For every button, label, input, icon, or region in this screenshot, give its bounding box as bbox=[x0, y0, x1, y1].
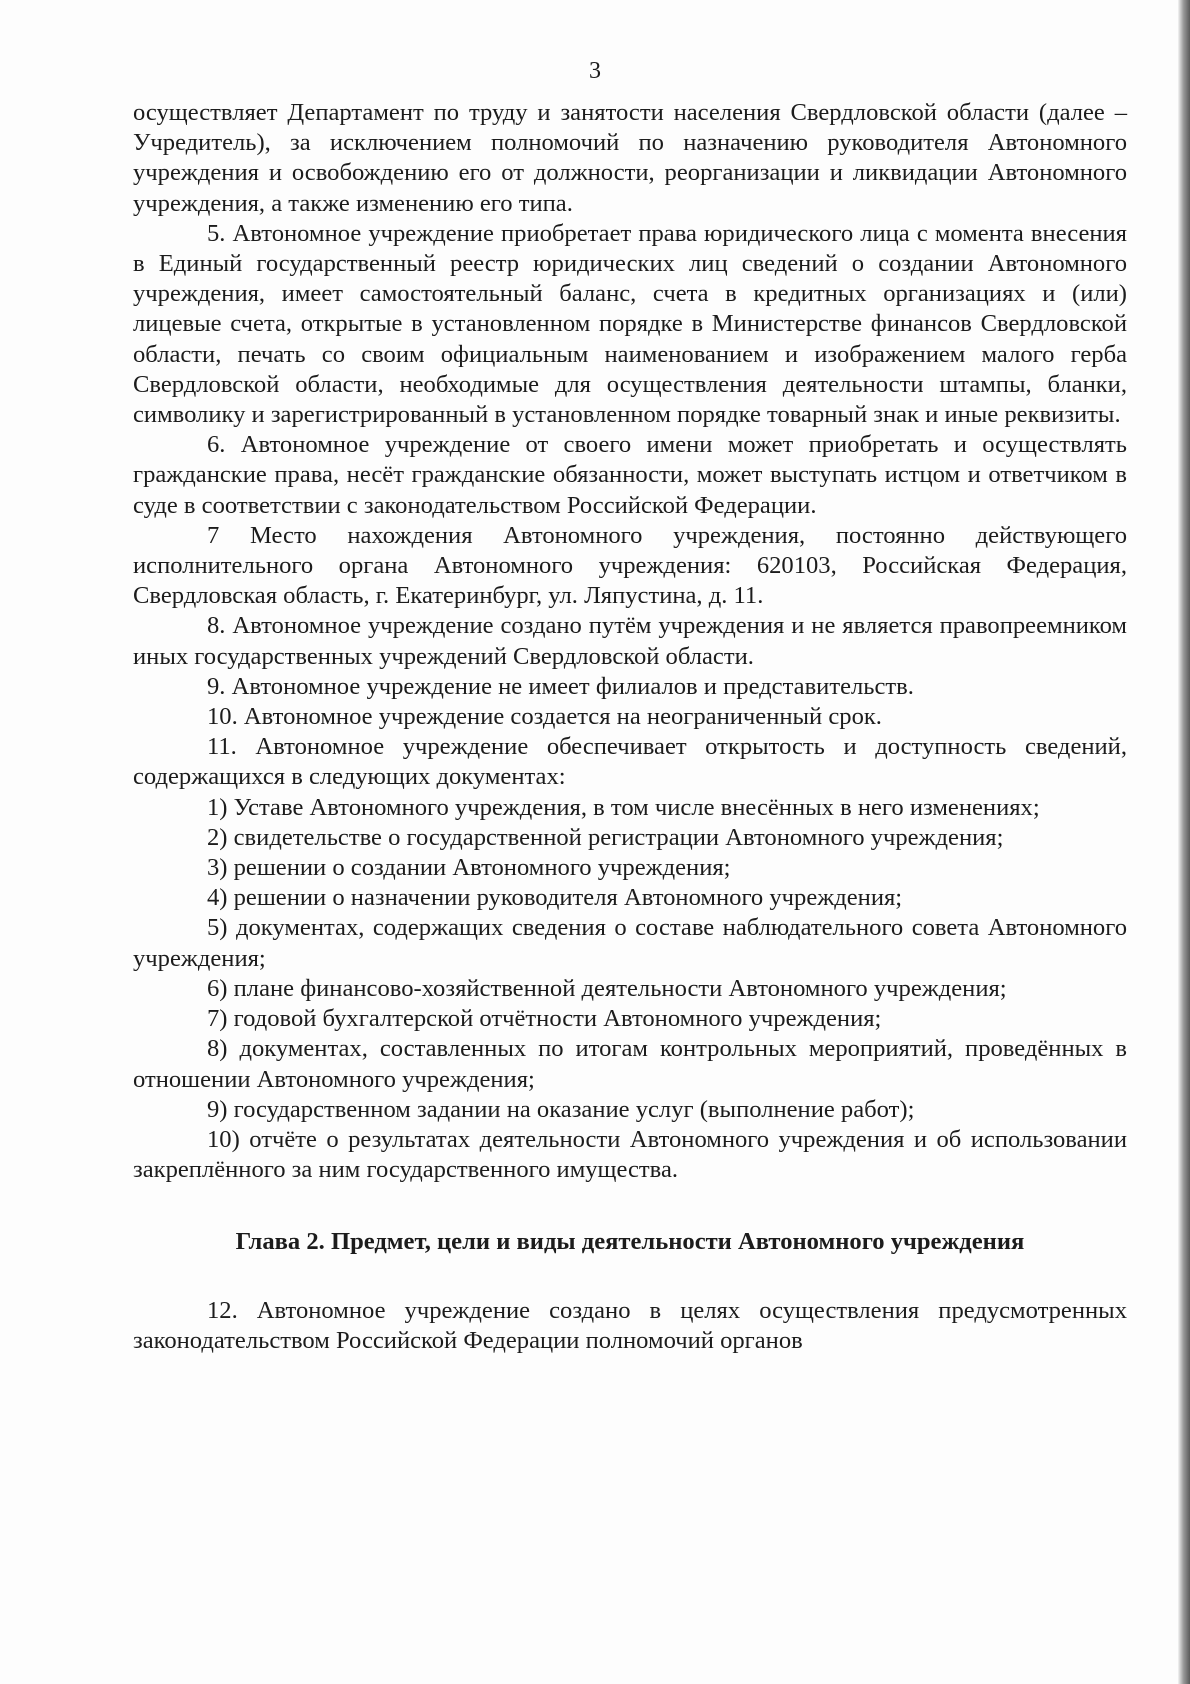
paragraph: 9. Автономное учреждение не имеет филиалов и представительств. bbox=[207, 672, 914, 700]
paragraph: 2) свидетельстве о государственной регистрации Автономного учреждения; bbox=[207, 823, 1004, 851]
paragraph: 10. Автономное учреждение создается на неограниченный срок. bbox=[207, 703, 882, 731]
page-number: 3 bbox=[589, 58, 601, 84]
paragraph: 7 Место нахождения Автономного учреждения, постоянно действующего исполнительного органа Автономного учреждения: 620103, Российская Федерация, Свердловская область, г. Екатеринбург, ул. Ляпустина, д. 11. bbox=[133, 521, 1127, 610]
paragraph: 8. Автономное учреждение создано путём учреждения и не является правопреемником иных государственных учреждений Свердловской области. bbox=[133, 612, 1127, 670]
paragraphs-before-chapter bbox=[133, 98, 1127, 1185]
paragraph: 5. Автономное учреждение приобретает права юридического лица с момента внесения в Единый государственный реестр юридических лиц сведений о создании Автономного учреждения, имеет самостоятельный баланс, счета в кредитных организациях и (или) лицевые счета, открытые в установленном порядке в Министерстве финансов Свердловской области, печать со своим официальным наименованием и изображением малого герба Свердловской области, необходимые для осуществления деятельности штампы, бланки, символику и зарегистрированный в установленном порядке товарный знак и иные реквизиты. bbox=[133, 219, 1127, 429]
paragraph: 7) годовой бухгалтерской отчётности Автономного учреждения; bbox=[207, 1005, 882, 1033]
paragraphs-after-chapter bbox=[133, 1296, 1127, 1356]
paragraph: 6. Автономное учреждение от своего имени может приобретать и осуществлять гражданские права, несёт гражданские обязанности, может выступать истцом и ответчиком в суде в соответствии с законодательством Российской Федерации. bbox=[133, 431, 1127, 519]
paragraph: 4) решении о назначении руководителя Автономного учреждения; bbox=[207, 884, 903, 912]
paragraph: 3) решении о создании Автономного учреждения; bbox=[207, 854, 731, 882]
paragraph: 6) плане финансово-хозяйственной деятельности Автономного учреждения; bbox=[207, 974, 1007, 1002]
paragraph: осуществляет Департамент по труду и занятости населения Свердловской области (далее – Учредитель), за исключением полномочий по назначению руководителя Автономного учреждения и освобождению его от должности, реорганизации и ликвидации Автономного учреждения, а также изменению его типа. bbox=[133, 99, 1127, 217]
paragraph: 9) государственном задании на оказание услуг (выполнение работ); bbox=[207, 1095, 915, 1123]
paragraph: 8) документах, составленных по итогам контрольных мероприятий, проведённых в отношении Автономного учреждения; bbox=[133, 1035, 1127, 1093]
paragraph: 10) отчёте о результатах деятельности Автономного учреждения и об использовании закреплённого за ним государственного имущества. bbox=[133, 1125, 1127, 1184]
document-body bbox=[133, 98, 1127, 1356]
paragraph: 11. Автономное учреждение обеспечивает открытость и доступность сведений, содержащихся в следующих документах: bbox=[133, 733, 1127, 791]
paragraph: 12. Автономное учреждение создано в целях осуществления предусмотренных законодательством Российской Федерации полномочий органов bbox=[133, 1296, 1127, 1354]
paragraph: 1) Уставе Автономного учреждения, в том числе внесённых в него изменениях; bbox=[207, 793, 1040, 821]
paragraph: 5) документах, содержащих сведения о составе наблюдательного совета Автономного учреждения; bbox=[133, 914, 1127, 972]
chapter-heading: Глава 2. Предмет, цели и виды деятельности Автономного учреждения bbox=[235, 1228, 1025, 1256]
scan-edge-shadow bbox=[1178, 0, 1190, 1684]
